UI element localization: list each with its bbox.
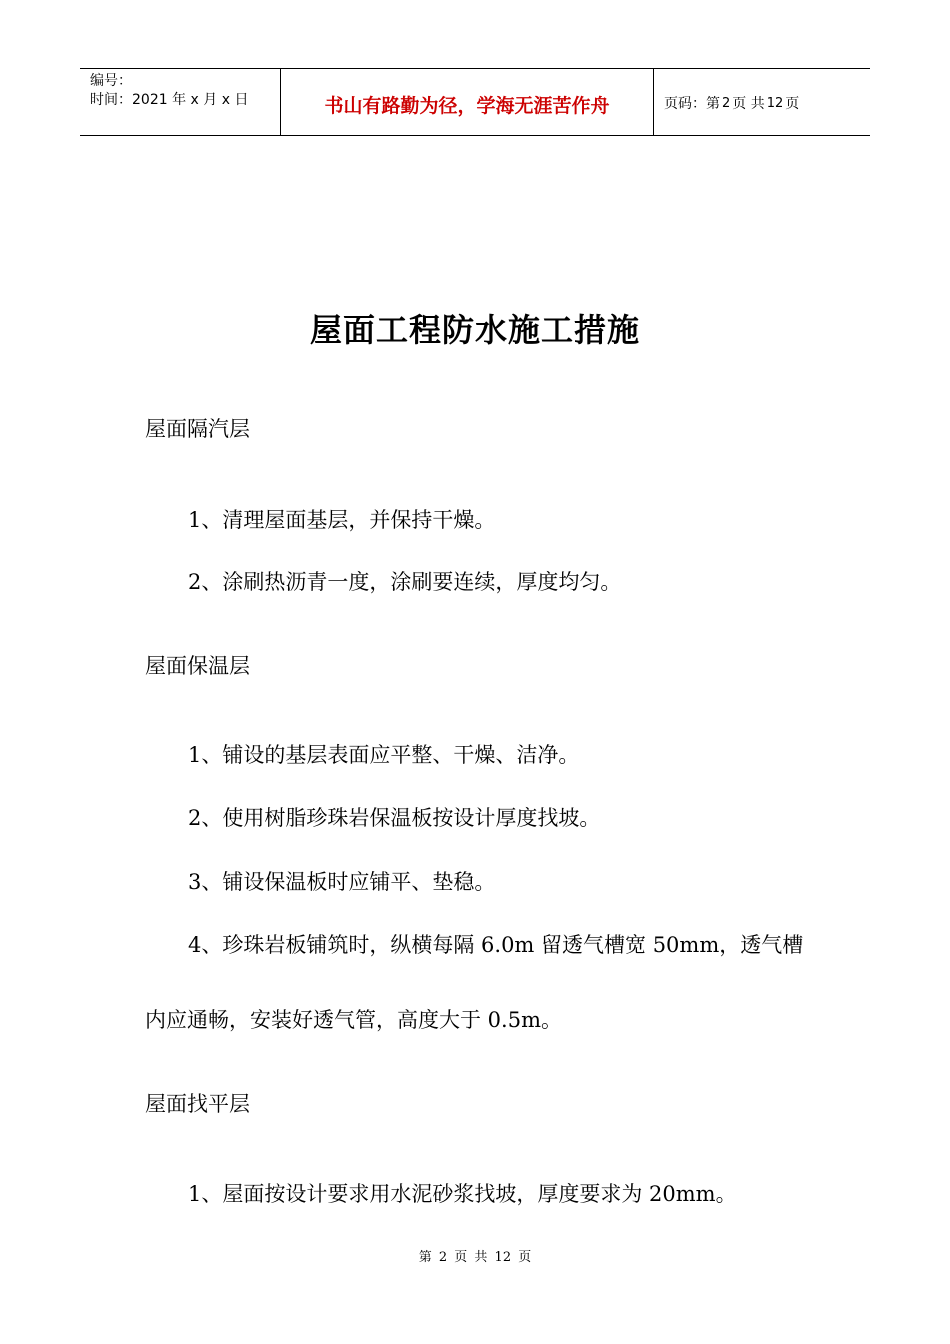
code-label: 编号： [90,73,132,89]
section-heading: 屋面隔汽层 [145,417,250,441]
page-footer: 第 2 页 共 12 页 [418,1250,532,1265]
list-item: 4、珍珠岩板铺筑时，纵横每隔 6.0m 留透气槽宽 50mm，透气槽 [188,933,804,957]
list-item: 3、铺设保温板时应铺平、垫稳。 [188,870,496,894]
page-mid: 页 共 [732,96,765,112]
document-title: 屋面工程防水施工措施 [309,311,640,349]
section-heading: 屋面保温层 [145,654,250,678]
section-heading: 屋面找平层 [145,1092,250,1116]
list-item: 1、铺设的基层表面应平整、干燥、洁净。 [188,743,580,767]
page-header [80,68,870,136]
page-current: 2 [722,95,731,111]
time-label: 时间：2021 年 x 月 x 日 [90,92,249,108]
page-suffix: 页 [785,96,800,112]
page-prefix: 页码：第 [664,96,720,112]
page-total: 12 [766,95,784,111]
header-motto: 书山有路勤为径，学海无涯苦作舟 [281,69,654,135]
list-item: 2、涂刷热沥青一度，涂刷要连续，厚度均匀。 [188,570,622,594]
list-item: 2、使用树脂珍珠岩保温板按设计厚度找坡。 [188,806,601,830]
header-page-info [654,69,870,135]
list-item-continuation: 内应通畅，安装好透气管，高度大于 0.5m。 [145,1008,562,1032]
list-item: 1、屋面按设计要求用水泥砂浆找坡，厚度要求为 20mm。 [188,1182,737,1206]
list-item: 1、清理屋面基层，并保持干燥。 [188,508,496,532]
header-meta [80,69,281,135]
